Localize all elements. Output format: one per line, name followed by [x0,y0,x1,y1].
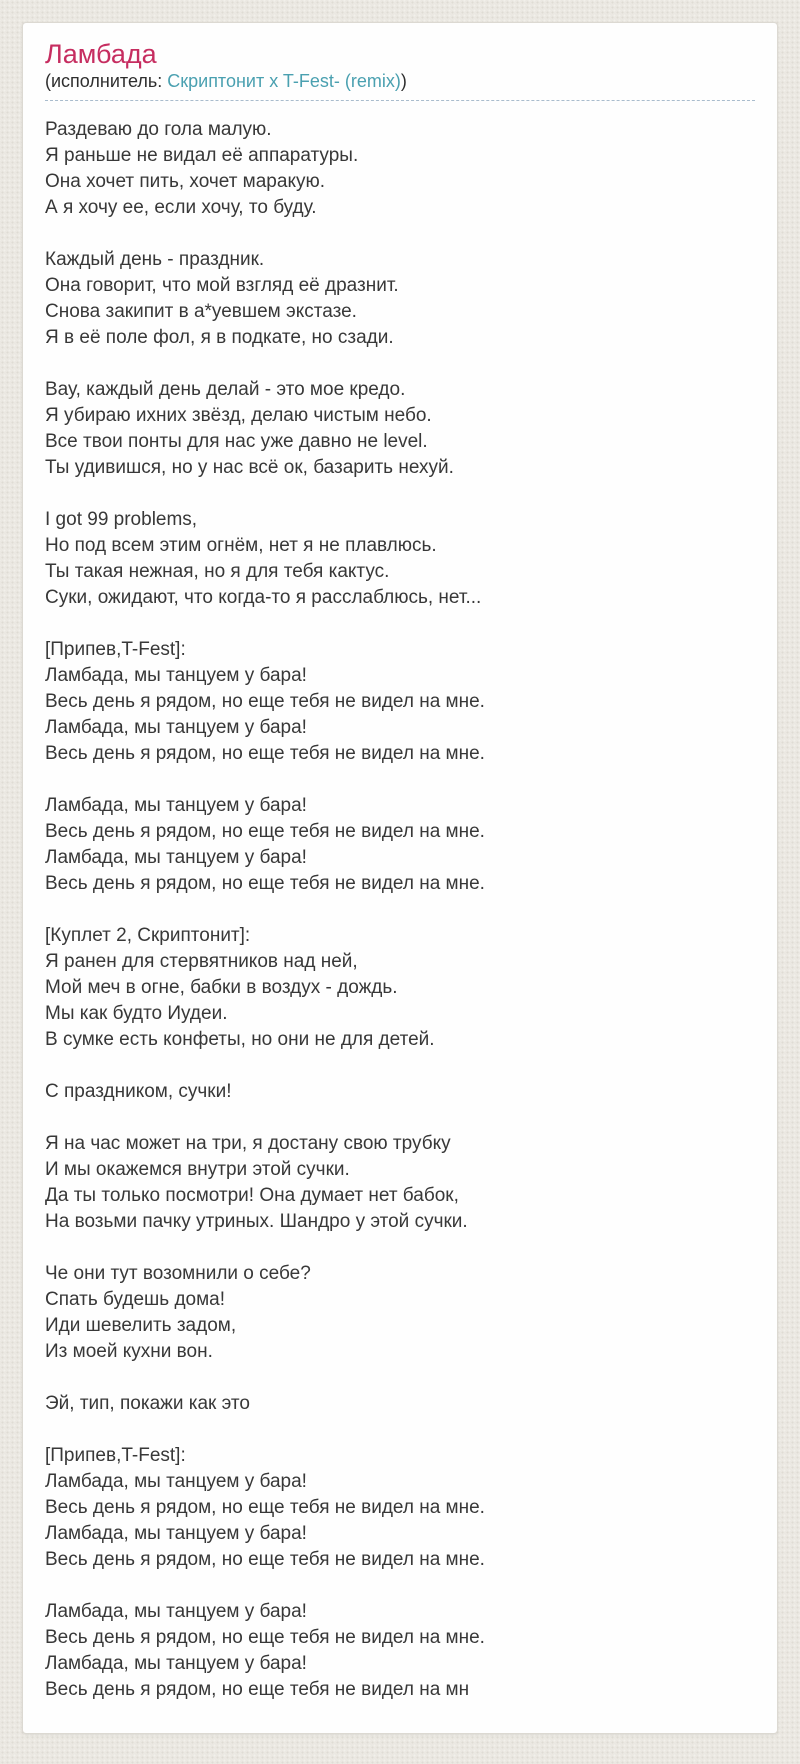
lyrics-stanza: [Припев,T-Fest]: Ламбада, мы танцуем у бара! Весь день я рядом, но еще тебя не видел на мне. Ламбада, мы танцуем у бара! Весь день я рядом, но еще тебя не видел на мне. [45,1445,485,1570]
lyrics-stanza: Вау, каждый день делай - это мое кредо. Я убираю ихних звёзд, делаю чистым небо. Все твои понты для нас уже давно не level. Ты удивишся, но у нас всё ок, базарить нехуй. [45,379,454,478]
lyrics-stanza: [Припев,T-Fest]: Ламбада, мы танцуем у бара! Весь день я рядом, но еще тебя не видел на мне. Ламбада, мы танцуем у бара! Весь день я рядом, но еще тебя не видел на мне. [45,639,485,764]
lyrics-stanza: Раздеваю до гола малую. Я раньше не видал её аппаратуры. Она хочет пить, хочет маракую. А я хочу ее, если хочу, то буду. [45,119,359,218]
lyrics-stanza: Че они тут возомнили о себе? Спать будешь дома! Иди шевелить задом, Из моей кухни вон. [45,1263,311,1362]
lyrics-card [22,22,778,1734]
lyrics-stanza: С праздником, сучки! [45,1081,232,1102]
lyrics-stanza: Ламбада, мы танцуем у бара! Весь день я рядом, но еще тебя не видел на мне. Ламбада, мы танцуем у бара! Весь день я рядом, но еще тебя не видел на мн [45,1601,485,1700]
lyrics-stanza: [Куплет 2, Скриптонит]: Я ранен для стервятников над ней, Мой меч в огне, бабки в воздух - дождь. Мы как будто Иудеи. В сумке есть конфеты, но они не для детей. [45,925,435,1050]
artist-link[interactable]: Скриптонит x T-Fest- (remix) [167,71,401,91]
lyrics [45,117,755,1703]
page-background [0,22,800,1764]
lyrics-stanza: Ламбада, мы танцуем у бара! Весь день я рядом, но еще тебя не видел на мне. Ламбада, мы танцуем у бара! Весь день я рядом, но еще тебя не видел на мне. [45,795,485,894]
song-title: Ламбада [45,39,157,69]
lyrics-stanza: I got 99 problems, Но под всем этим огнём, нет я не плавлюсь. Ты такая нежная, но я для тебя кактус. Суки, ожидают, что когда-то я расслаблюсь, нет... [45,509,482,608]
lyrics-stanza: Каждый день - праздник. Она говорит, что мой взгляд её дразнит. Снова закипит в а*уевшем экстазе. Я в её поле фол, я в подкате, но сзади. [45,249,399,348]
lyrics-stanza: Я на час может на три, я достану свою трубку И мы окажемся внутри этой сучки. Да ты только посмотри! Она думает нет бабок, На возьми пачку утриных. Шандро у этой сучки. [45,1133,468,1232]
lyrics-stanza: Эй, тип, покажи как это [45,1393,250,1414]
artist-label-suffix: ) [400,71,407,91]
artist-label: (исполнитель: [45,71,168,91]
artist-line [45,71,755,101]
